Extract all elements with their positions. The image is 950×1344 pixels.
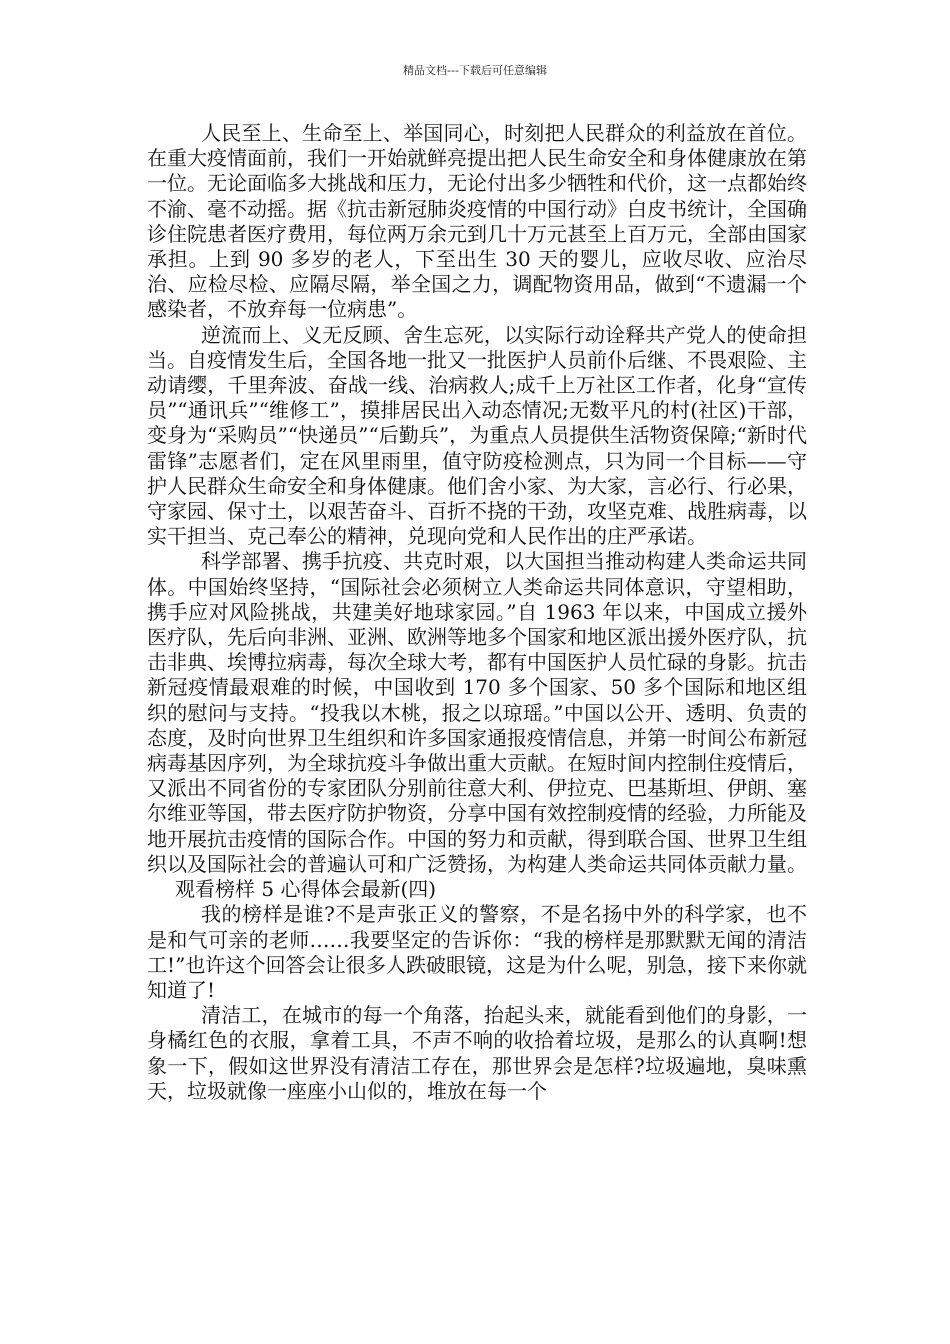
section-title: 观看榜样 5 心得体会最新(四) [175, 877, 437, 902]
paragraph-1: 人民至上、生命至上、举国同心，时刻把人民群众的利益放在首位。在重大疫情面前，我们一开始就鲜亮提出把人民生命安全和身体健康放在第一位。无论面临多大挑战和压力，无论付出多少牺牲和代价，这一点都始终不渝、毫不动摇。据《抗击新冠肺炎疫情的中国行动》白皮书统计，全国确诊住院患者医疗费用，每位两万余元到几十万元甚至上百万元，全部由国家承担。上到 90 多岁的老人，下至出生 30 天的婴儿，应收尽收、应治尽治、应检尽检、应隔尽隔，举全国之力，调配物资用品，做到“不遗漏一个感染者，不放弃每一位病患”。 [147, 121, 807, 322]
page-header: 精品文档---下载后可任意编辑 [403, 64, 547, 77]
document-body [147, 121, 807, 1104]
paragraph-4: 我的榜样是谁?不是声张正义的警察，不是名扬中外的科学家，也不是和气可亲的老师……我要坚定的告诉你：“我的榜样是那默默无闻的清洁工!”也许这个回答会让很多人跌破眼镜，这是为什么呢，别急，接下来你就知道了! [147, 902, 807, 1002]
paragraph-3: 科学部署、携手抗疫、共克时艰，以大国担当推动构建人类命运共同体。中国始终坚持，“国际社会必须树立人类命运共同体意识，守望相助，携手应对风险挑战，共建美好地球家园。”自 1963 年以来，中国成立援外医疗队，先后向非洲、亚洲、欧洲等地多个国家和地区派出援外医疗队，抗击非典、埃博拉病毒，每次全球大考，都有中国医护人员忙碌的身影。抗击新冠疫情最艰难的时候，中国收到 170 多个国家、50 多个国际和地区组织的慰问与支持。“投我以木桃，报之以琼瑶。”中国以公开、透明、负责的态度，及时向世界卫生组织和许多国家通报疫情信息，并第一时间公布新冠病毒基因序列，为全球抗疫斗争做出重大贡献。在短时间内控制住疫情后，又派出不同省份的专家团队分别前往意大利、伊拉克、巴基斯坦、伊朗、塞尔维亚等国，带去医疗防护物资，分享中国有效控制疫情的经验，力所能及地开展抗击疫情的国际合作。中国的努力和贡献，得到联合国、世界卫生组织以及国际社会的普遍认可和广泛赞扬，为构建人类命运共同体贡献力量。 [147, 549, 807, 876]
paragraph-5: 清洁工，在城市的每一个角落，抬起头来，就能看到他们的身影，一身橘红色的衣服，拿着工具，不声不响的收拾着垃圾，是那么的认真啊!想象一下，假如这世界没有清洁工存在，那世界会是怎样?垃圾遍地，臭味熏天，垃圾就像一座座小山似的，堆放在每一个 [147, 1003, 807, 1103]
paragraph-2: 逆流而上、义无反顾、舍生忘死，以实际行动诠释共产党人的使命担当。自疫情发生后，全国各地一批又一批医护人员前仆后继、不畏艰险、主动请缨，千里奔波、奋战一线、治病救人;成千上万社区工作者，化身“宣传员”“通讯兵”“维修工”，摸排居民出入动态情况;无数平凡的村(社区)干部，变身为“采购员”“快递员”“后勤兵”，为重点人员提供生活物资保障;“新时代雷锋”志愿者们，定在风里雨里，值守防疫检测点，只为同一个目标——守护人民群众生命安全和身体健康。他们舍小家、为大家，言必行、行必果，守家园、保寸土，以艰苦奋斗、百折不挠的干劲，攻坚克难、战胜病毒，以实干担当、克己奉公的精神，兑现向党和人民作出的庄严承诺。 [147, 322, 807, 549]
